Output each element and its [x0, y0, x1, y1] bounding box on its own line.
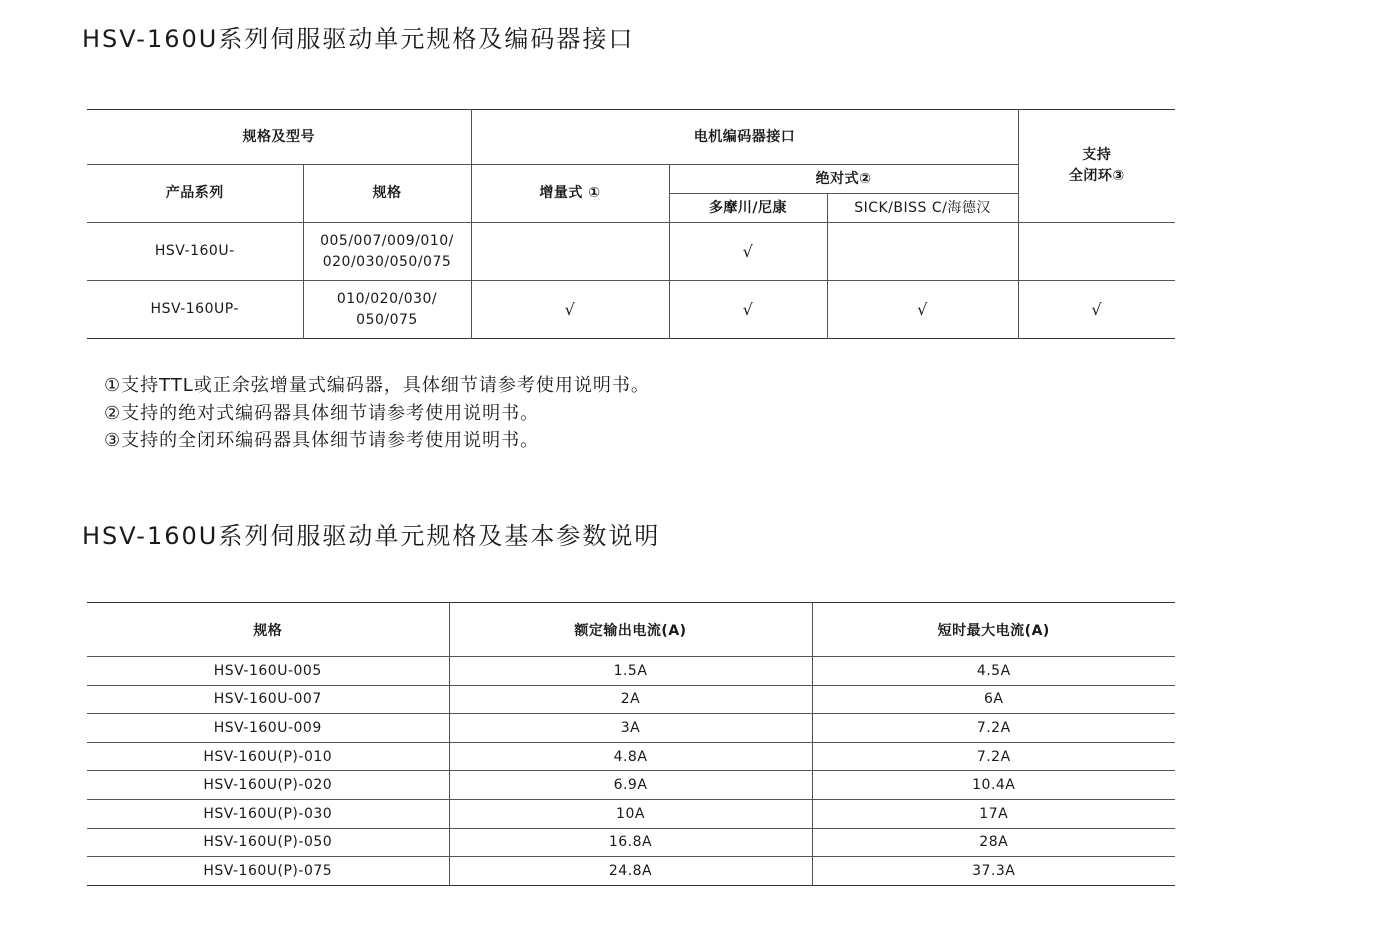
basic-parameters-table [87, 602, 1175, 886]
cell-rated: 10A [449, 799, 812, 828]
header-spec: 规格 [303, 165, 471, 223]
cell-peak: 37.3A [812, 857, 1175, 886]
cell-spec: HSV-160U(P)-010 [87, 742, 449, 771]
header-absolute: 绝对式② [669, 165, 1018, 194]
cell-sick [827, 223, 1018, 281]
cell-peak: 10.4A [812, 771, 1175, 800]
cell-spec: HSV-160U(P)-030 [87, 799, 449, 828]
footnotes [104, 372, 650, 455]
cell-incremental: √ [471, 281, 669, 339]
header-spec: 规格 [87, 603, 449, 657]
cell-tamagawa: √ [669, 281, 827, 339]
table-row [87, 685, 1175, 714]
header-spec-model: 规格及型号 [87, 110, 471, 165]
header-tamagawa-nikon: 多摩川/尼康 [669, 194, 827, 223]
footnote-1: ①支持TTL或正余弦增量式编码器，具体细节请参考使用说明书。 [104, 375, 650, 396]
cell-spec: HSV-160U(P)-020 [87, 771, 449, 800]
table-row [87, 742, 1175, 771]
page-title-encoder-interface: HSV-160U系列伺服驱动单元规格及编码器接口 [82, 25, 635, 53]
table-row [87, 828, 1175, 857]
cell-peak: 28A [812, 828, 1175, 857]
header-encoder-interface: 电机编码器接口 [471, 110, 1018, 165]
table-row [87, 657, 1175, 686]
page-title-basic-parameters: HSV-160U系列伺服驱动单元规格及基本参数说明 [82, 522, 661, 550]
table-row [87, 771, 1175, 800]
header-peak-current: 短时最大电流(A) [812, 603, 1175, 657]
cell-peak: 17A [812, 799, 1175, 828]
cell-tamagawa: √ [669, 223, 827, 281]
header-rated-current: 额定输出电流(A) [449, 603, 812, 657]
table-row [87, 799, 1175, 828]
cell-spec: HSV-160U-007 [87, 685, 449, 714]
cell-series: HSV-160U- [87, 223, 303, 281]
cell-sick: √ [827, 281, 1018, 339]
cell-spec: HSV-160U(P)-050 [87, 828, 449, 857]
cell-spec: HSV-160U-005 [87, 657, 449, 686]
cell-rated: 1.5A [449, 657, 812, 686]
table-row [87, 714, 1175, 743]
cell-spec: HSV-160U-009 [87, 714, 449, 743]
cell-rated: 6.9A [449, 771, 812, 800]
cell-rated: 24.8A [449, 857, 812, 886]
cell-rated: 4.8A [449, 742, 812, 771]
cell-fullclosed [1018, 223, 1175, 281]
cell-fullclosed: √ [1018, 281, 1175, 339]
cell-rated: 16.8A [449, 828, 812, 857]
footnote-3: ③支持的全闭环编码器具体细节请参考使用说明书。 [104, 430, 540, 451]
cell-peak: 4.5A [812, 657, 1175, 686]
table-row [87, 281, 1175, 339]
cell-incremental [471, 223, 669, 281]
encoder-interface-table [87, 109, 1175, 339]
header-product-series: 产品系列 [87, 165, 303, 223]
header-sick-biss-heidenhain: SICK/BISS C/海德汉 [827, 194, 1018, 223]
cell-peak: 7.2A [812, 714, 1175, 743]
table-header-row [87, 603, 1175, 657]
cell-spec: 010/020/030/ 050/075 [303, 281, 471, 339]
footnote-2: ②支持的绝对式编码器具体细节请参考使用说明书。 [104, 402, 540, 424]
cell-spec: 005/007/009/010/ 020/030/050/075 [303, 223, 471, 281]
table-row [87, 857, 1175, 886]
cell-rated: 3A [449, 714, 812, 743]
header-full-closed-loop: 支持 全闭环③ [1018, 110, 1175, 223]
cell-series: HSV-160UP- [87, 281, 303, 339]
cell-peak: 6A [812, 685, 1175, 714]
table-row [87, 223, 1175, 281]
cell-rated: 2A [449, 685, 812, 714]
cell-spec: HSV-160U(P)-075 [87, 857, 449, 886]
header-incremental: 增量式 ① [471, 165, 669, 223]
cell-peak: 7.2A [812, 742, 1175, 771]
